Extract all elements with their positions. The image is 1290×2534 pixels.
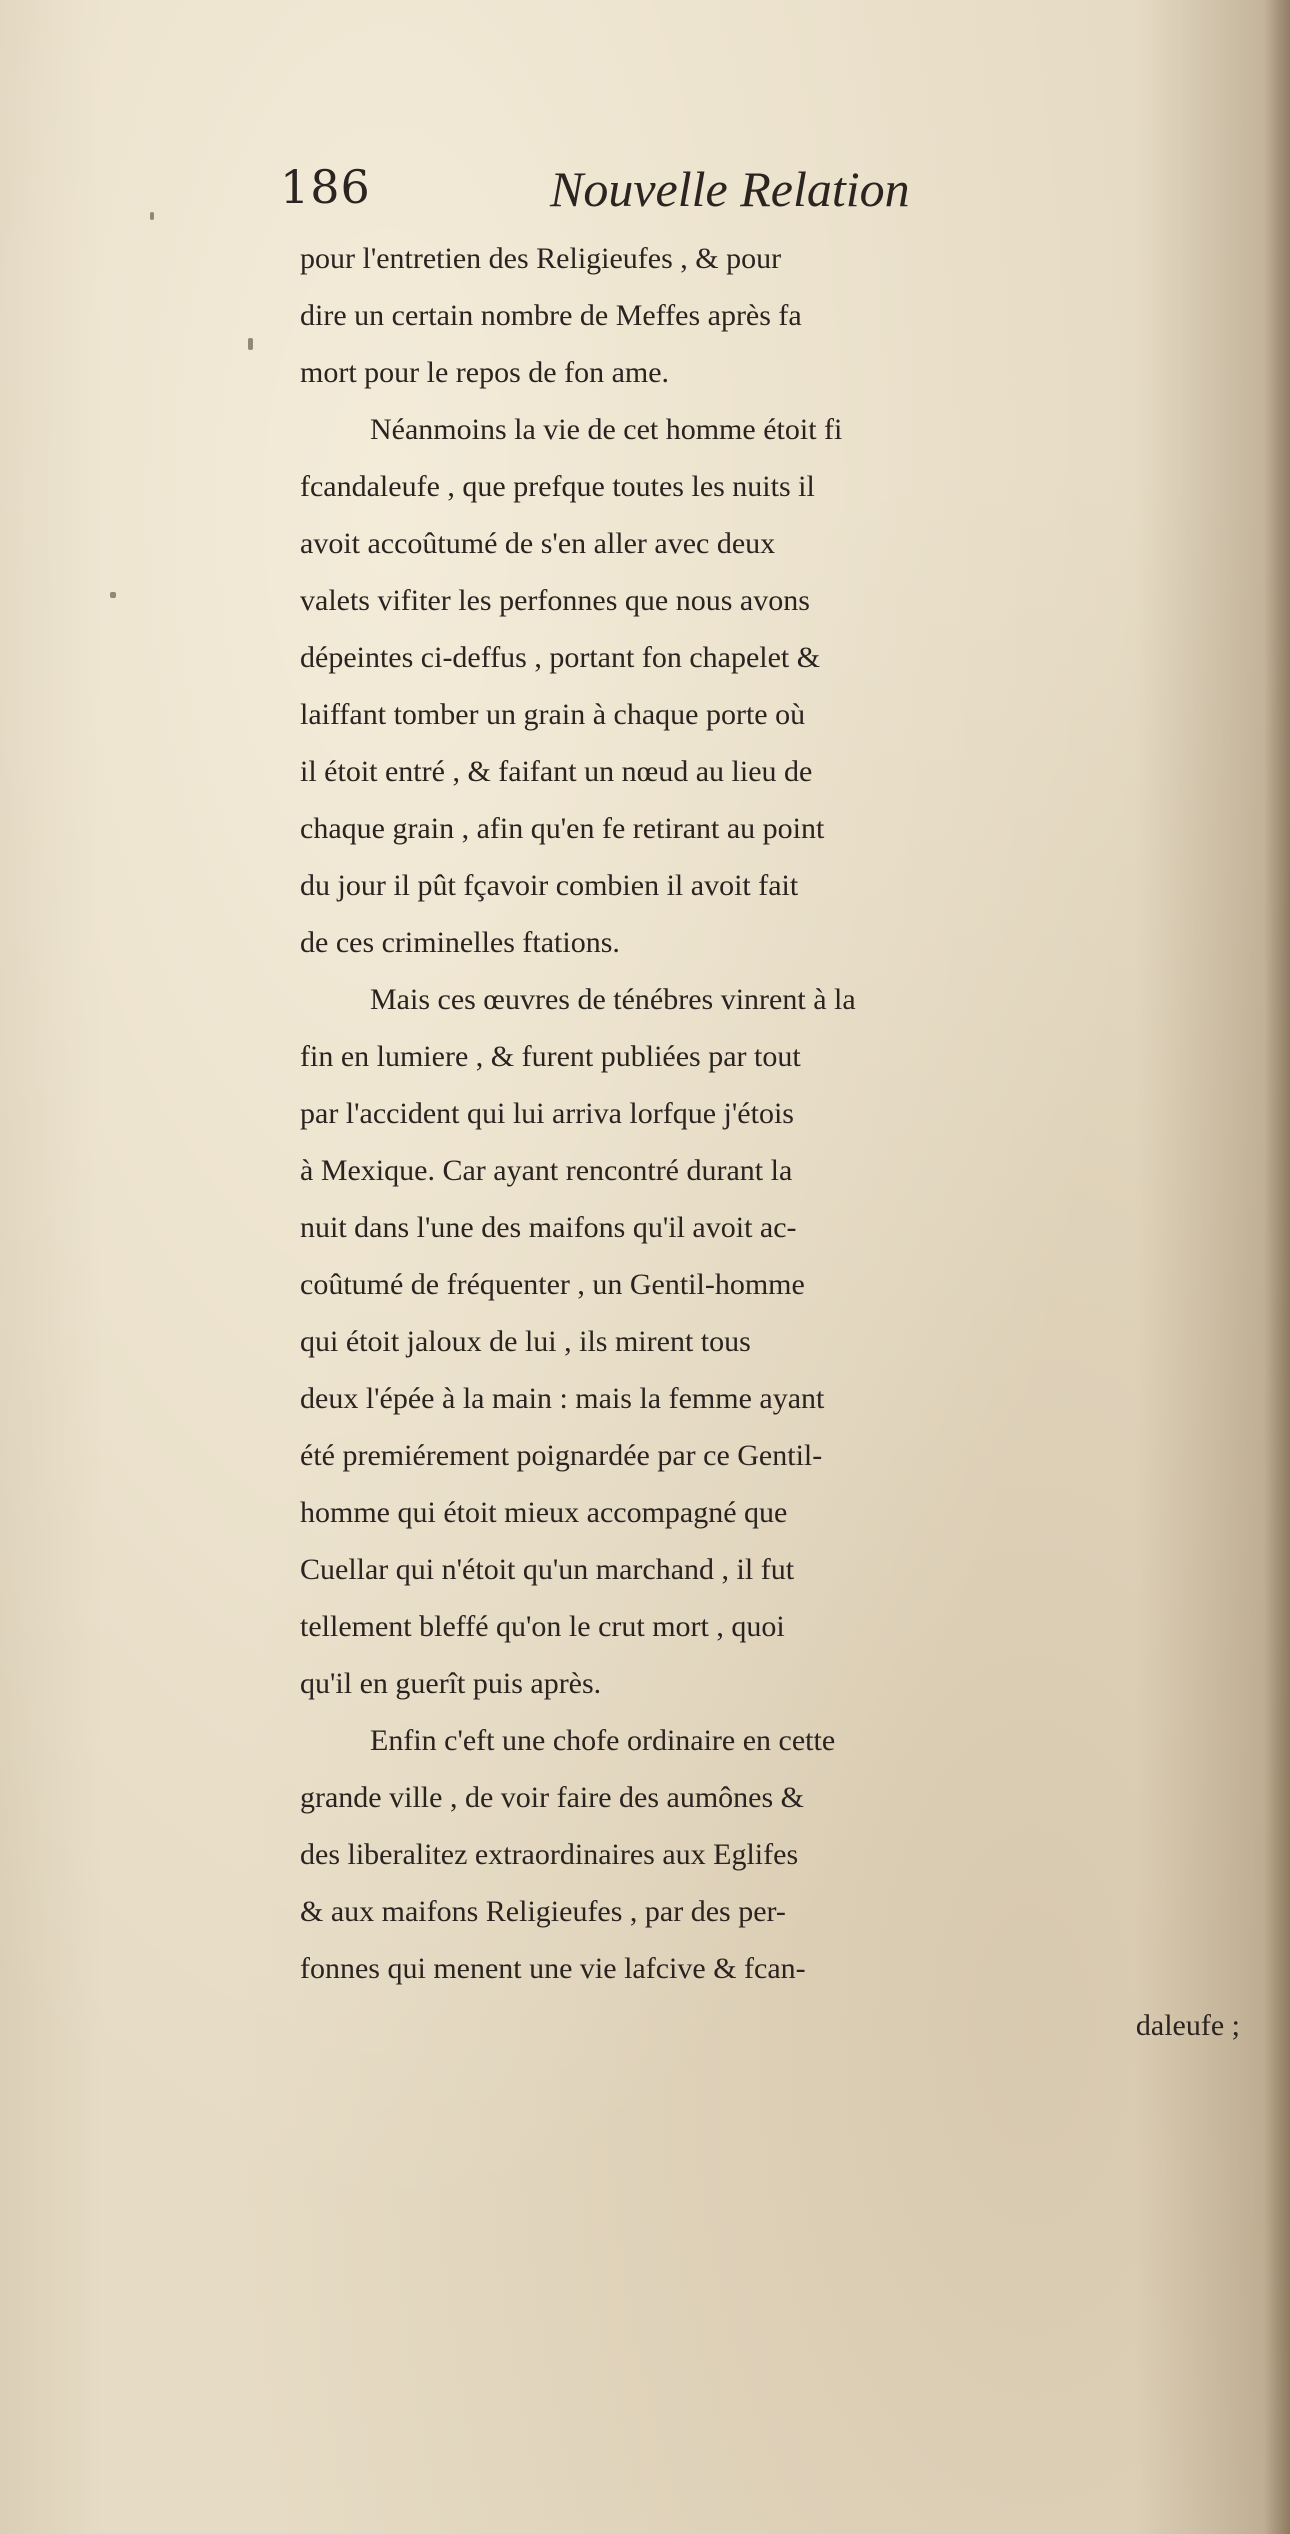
margin-mark — [110, 592, 116, 598]
binding-edge-shadow — [1264, 0, 1290, 2534]
text-line: homme qui étoit mieux accompagné que — [300, 1496, 788, 1529]
running-head: Nouvelle Relation — [550, 161, 910, 217]
text-line: du jour il pût fçavoir combien il avoit fait — [300, 869, 799, 902]
text-line: qui étoit jaloux de lui , ils mirent tous — [300, 1325, 751, 1358]
margin-mark — [150, 212, 154, 220]
text-line: nuit dans l'une des maifons qu'il avoit ac- — [300, 1211, 797, 1244]
text-line: tellement bleffé qu'on le crut mort , quoi — [300, 1610, 785, 1643]
paragraph-first-line: Mais ces œuvres de ténébres vinrent à la — [370, 983, 856, 1016]
text-line: qu'il en guerît puis après. — [300, 1667, 602, 1700]
text-line: dépeintes ci-deffus , portant fon chapelet & — [300, 641, 821, 674]
paragraph-first-line: Néanmoins la vie de cet homme étoit fi — [370, 413, 843, 446]
text-line: fcandaleufe , que prefque toutes les nuits il — [300, 470, 815, 503]
page-header — [280, 160, 1180, 230]
margin-mark — [248, 338, 253, 350]
text-line: à Mexique. Car ayant rencontré durant la — [300, 1154, 793, 1187]
text-line: des liberalitez extraordinaires aux Eglifes — [300, 1838, 799, 1871]
text-line: dire un certain nombre de Meffes après fa — [300, 299, 802, 332]
text-line: il étoit entré , & faifant un nœud au lieu de — [300, 755, 813, 788]
page-number: 186 — [280, 160, 371, 214]
text-line: par l'accident qui lui arriva lorfque j'étois — [300, 1097, 794, 1130]
text-line: chaque grain , afin qu'en fe retirant au point — [300, 812, 825, 845]
text-line: valets vifiter les perfonnes que nous avons — [300, 584, 810, 617]
text-line: fonnes qui menent une vie lafcive & fcan- — [300, 1952, 806, 1985]
text-line: avoit accoûtumé de s'en aller avec deux — [300, 527, 776, 560]
text-line: grande ville , de voir faire des aumônes & — [300, 1781, 804, 1814]
text-line: coûtumé de fréquenter , un Gentil-homme — [300, 1268, 805, 1301]
text-line: laiffant tomber un grain à chaque porte où — [300, 698, 806, 731]
text-line: fin en lumiere , & furent publiées par tout — [300, 1040, 801, 1073]
text-line: de ces criminelles ftations. — [300, 926, 620, 959]
text-line: Cuellar qui n'étoit qu'un marchand , il fut — [300, 1553, 795, 1586]
text-line: pour l'entretien des Religieufes , & pour — [300, 242, 782, 275]
catchword: daleufe ; — [1135, 2009, 1240, 2042]
text-line: deux l'épée à la main : mais la femme ayant — [300, 1382, 825, 1415]
text-line: été premiérement poignardée par ce Gentil- — [300, 1439, 823, 1472]
text-line: & aux maifons Religieufes , par des per- — [300, 1895, 786, 1928]
body-text — [300, 230, 1260, 2054]
text-line: mort pour le repos de fon ame. — [300, 356, 670, 389]
paragraph-first-line: Enfin c'eft une chofe ordinaire en cette — [370, 1724, 836, 1757]
